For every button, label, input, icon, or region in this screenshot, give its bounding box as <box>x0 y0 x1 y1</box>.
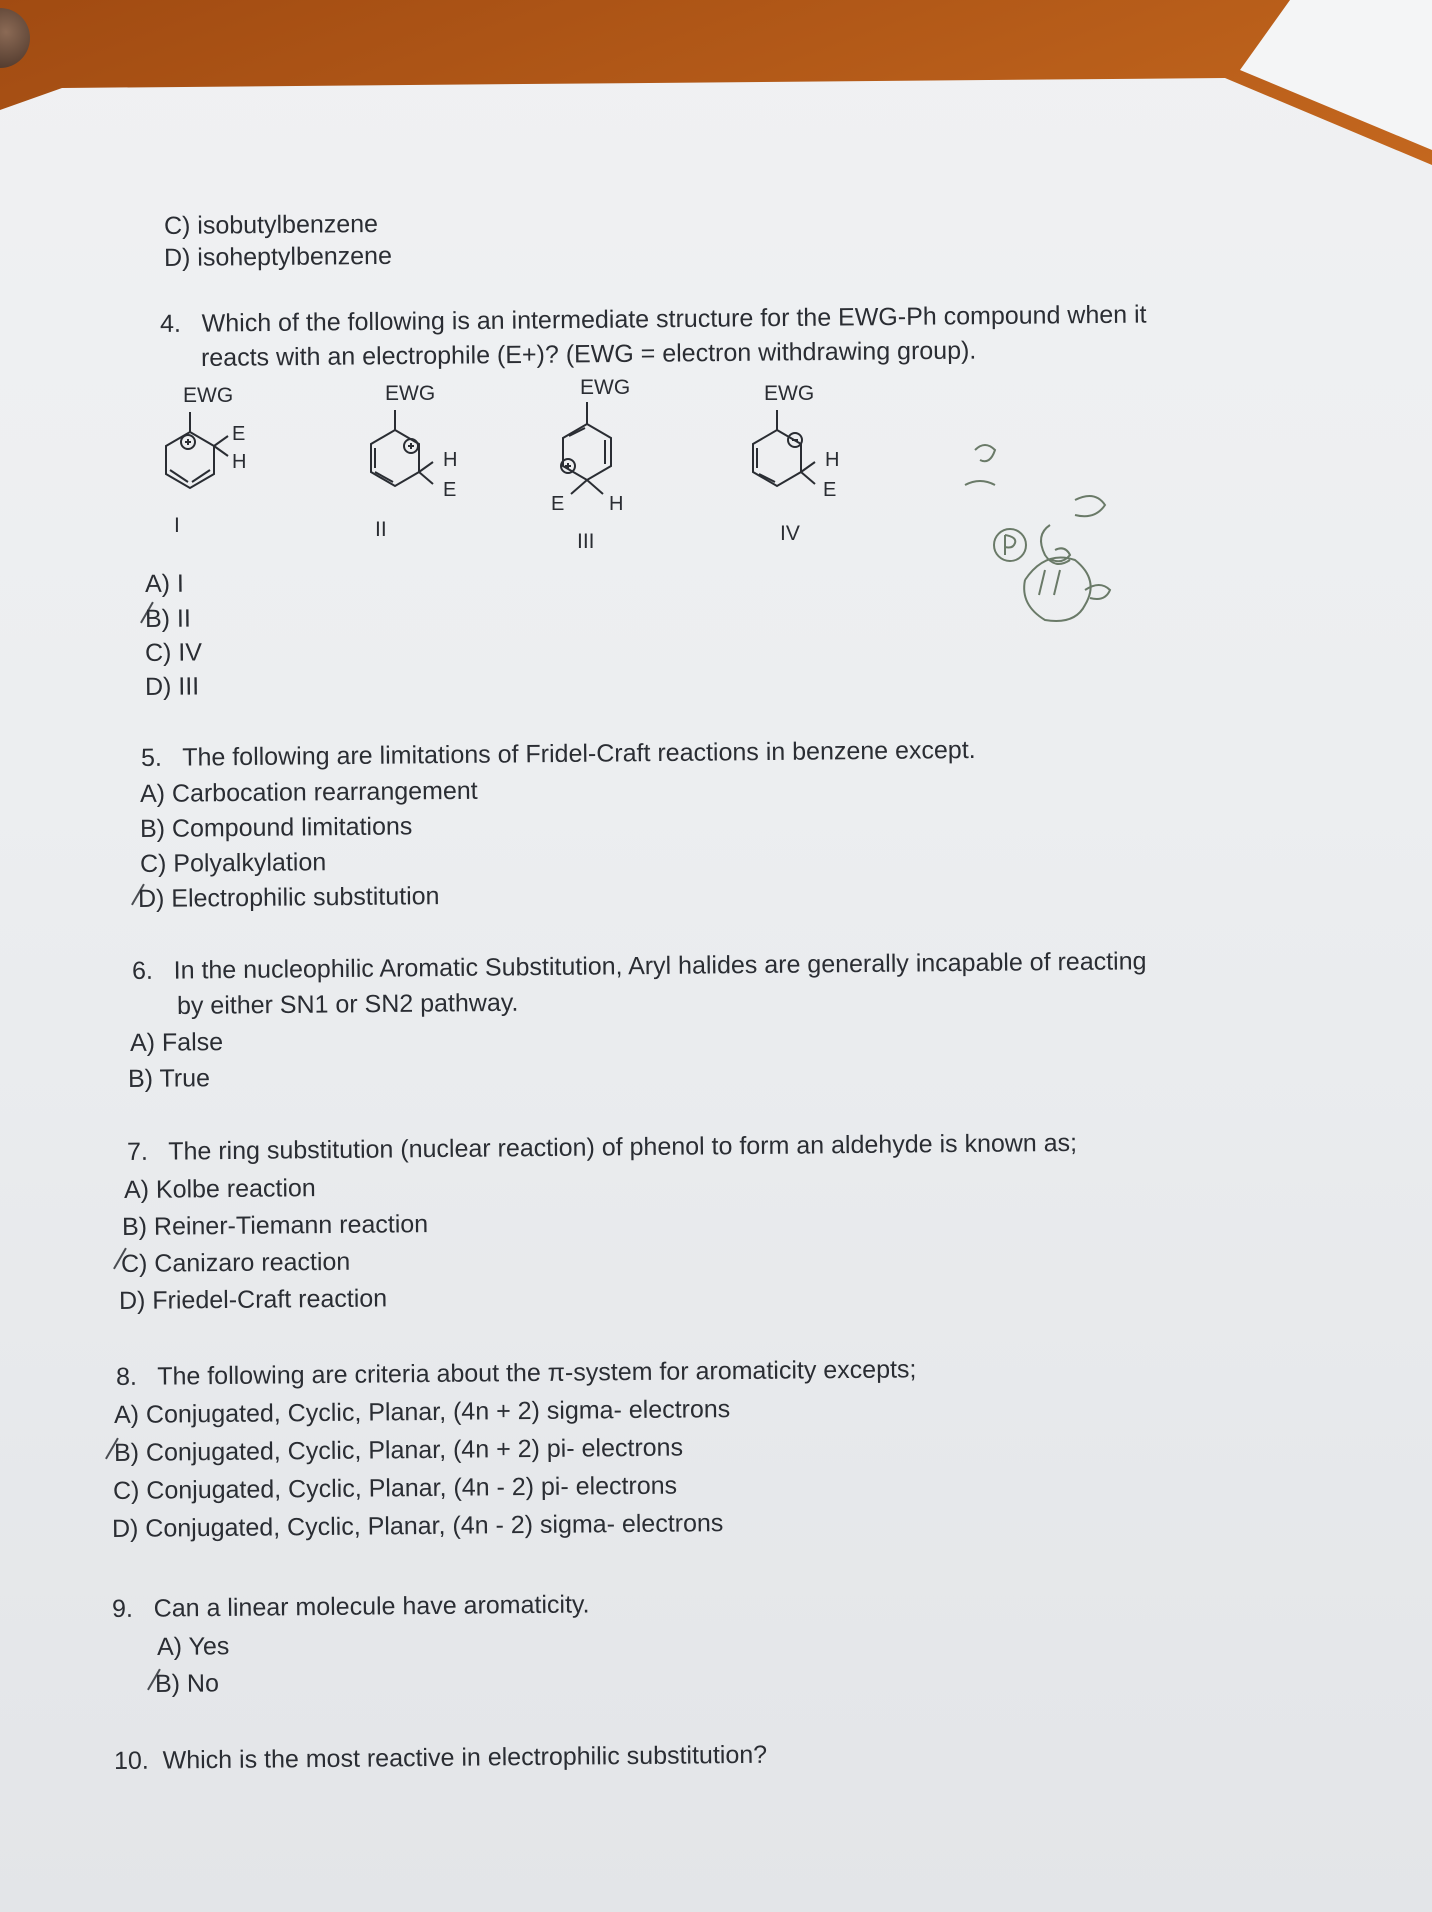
q5-option-c: C) Polyalkylation <box>139 848 327 878</box>
q4-number: 4. <box>159 309 181 338</box>
q4-text-line1: Which of the following is an intermediate structure for the EWG-Ph compound when it <box>201 300 1147 338</box>
q5-number: 5. <box>140 743 162 772</box>
q6-number: 6. <box>131 956 153 985</box>
structure-1-sub-h: H <box>232 451 247 473</box>
structure-2-ewg-label: EWG <box>385 382 436 405</box>
q8-option-a: A) Conjugated, Cyclic, Planar, (4n + 2) sigma- electrons <box>113 1395 731 1429</box>
handwritten-scribble <box>955 430 1155 680</box>
structure-3-diagram <box>545 402 655 522</box>
q5-text: The following are limitations of Fridel-Craft reactions in benzene except. <box>182 735 976 772</box>
q6-text-line1: In the nucleophilic Aromatic Substitution, Aryl halides are generally incapable of reacting <box>173 947 1147 985</box>
q7-option-c: C) Canizaro reaction <box>120 1247 351 1278</box>
structure-1-roman: I <box>174 514 180 537</box>
q9-option-a: A) Yes <box>156 1632 230 1661</box>
structure-3-roman: III <box>577 530 595 553</box>
q7-option-b: B) Reiner-Tiemann reaction <box>121 1210 429 1241</box>
structure-3-sub-h: H <box>609 493 624 515</box>
q7-number: 7. <box>126 1137 148 1166</box>
q3-option-d: D) isoheptylbenzene <box>163 241 393 272</box>
structure-2-roman: II <box>375 518 387 541</box>
q8-text: The following are criteria about the π-system for aromaticity excepts; <box>157 1355 917 1391</box>
q7-text: The ring substitution (nuclear reaction) of phenol to form an aldehyde is known as; <box>168 1128 1078 1166</box>
q3-option-c: C) isobutylbenzene <box>163 209 379 240</box>
q10-number: 10. <box>113 1746 149 1775</box>
structure-4-sub-e: E <box>823 479 837 501</box>
structure-4-sub-h: H <box>825 449 840 471</box>
q5-option-b: B) Compound limitations <box>139 812 413 843</box>
q9-text: Can a linear molecule have aromaticity. <box>153 1590 590 1623</box>
q10-question <box>114 1740 767 1776</box>
structure-1-sub-e: E <box>232 423 246 445</box>
structure-4-ewg-label: EWG <box>764 382 815 405</box>
q4-option-b: B) II <box>144 604 191 633</box>
q8-option-d: D) Conjugated, Cyclic, Planar, (4n - 2) sigma- electrons <box>111 1509 724 1543</box>
q8-option-b: B) Conjugated, Cyclic, Planar, (4n + 2) pi- electrons <box>113 1433 684 1467</box>
q5-option-d: D) Electrophilic substitution <box>137 882 440 913</box>
structure-4-diagram <box>735 410 845 520</box>
structure-2-sub-h: H <box>443 449 458 471</box>
structure-2-diagram <box>355 410 465 520</box>
structure-2-sub-e: E <box>443 479 457 501</box>
q5-option-a: A) Carbocation rearrangement <box>139 776 478 808</box>
q9-option-b: B) No <box>154 1669 220 1698</box>
q9-number: 9. <box>111 1594 133 1623</box>
structure-3-ewg-label: EWG <box>580 376 631 399</box>
structure-1-diagram <box>150 412 260 512</box>
q10-text: Which is the most reactive in electrophilic substitution? <box>162 1740 768 1775</box>
structure-3-sub-e: E <box>551 493 565 515</box>
q7-option-a: A) Kolbe reaction <box>123 1174 316 1204</box>
q8-option-c: C) Conjugated, Cyclic, Planar, (4n - 2) pi- electrons <box>112 1471 678 1505</box>
q7-option-d: D) Friedel-Craft reaction <box>118 1284 388 1315</box>
q8-number: 8. <box>115 1362 137 1391</box>
q6-option-b: B) True <box>127 1064 211 1093</box>
q9-question <box>112 1589 590 1624</box>
structure-1-ewg-label: EWG <box>183 384 234 407</box>
q4-option-a: A) I <box>144 569 185 598</box>
q6-option-a: A) False <box>129 1028 224 1057</box>
q4-option-d: D) III <box>144 672 200 701</box>
structure-4-roman: IV <box>780 522 800 545</box>
q4-option-c: C) IV <box>144 638 203 667</box>
q4-text-line2: reacts with an electrophile (E+)? (EWG = electron withdrawing group). <box>200 336 977 372</box>
q6-text-line2: by either SN1 or SN2 pathway. <box>176 988 519 1020</box>
